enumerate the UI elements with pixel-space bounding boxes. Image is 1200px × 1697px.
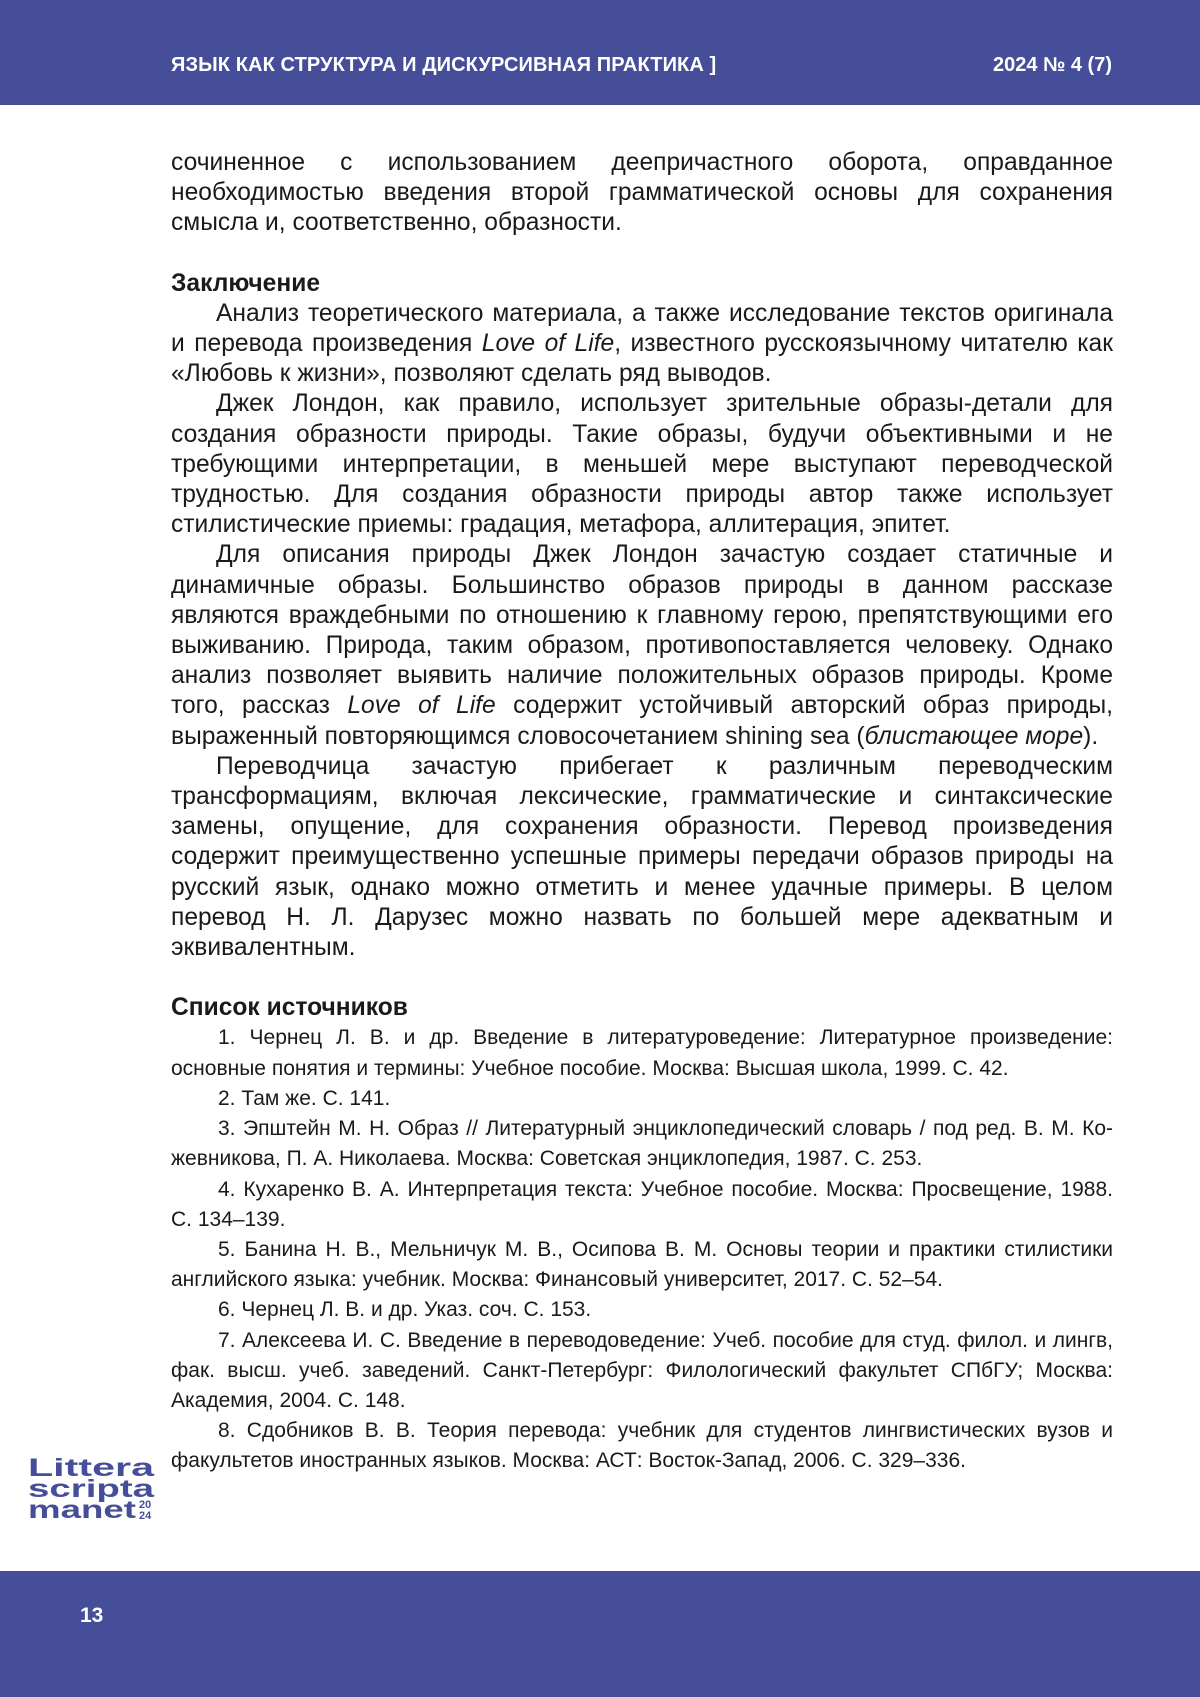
references-heading: Список источников (171, 994, 408, 1022)
reference-item: 1. Чернец Л. В. и др. Введение в литературоведение: Литературное произведение: основные понятия и термины: Учебное пособие. Москва: Высшая школа, 1999. С. 42. (171, 1026, 1113, 1080)
running-header (0, 0, 1200, 105)
journal-section-title: ЯЗЫК КАК СТРУКТУРА И ДИСКУРСИВНАЯ ПРАКТИКА ] (171, 54, 717, 76)
conclusion-paragraph-4: Переводчица зачастую прибегает к различным переводческим трансформациям, включая лексические, грамматические и синтаксические замены, опущение, для сохранения образности. Перевод произведения содержит преимущественно успешные примеры передачи образов природы на русский язык, однако можно отметить и менее удачные примеры. В целом перевод Н. Л. Дарузес можно назвать по большей мере адекватным и эквивалентным. (171, 752, 1113, 962)
logo-year-bottom: 24 (139, 1510, 152, 1520)
reference-item: 8. Сдобников В. В. Теория перевода: учебник для студентов лингвистических вузов и факультетов иностранных языков. Москва: АСТ: Восток-Запад, 2006. С. 329–336. (171, 1419, 1113, 1473)
references-list (171, 1023, 1113, 1476)
article-body (171, 148, 1113, 1477)
reference-item: 4. Кухаренко В. А. Интерпретация текста: Учебное пособие. Москва: Просвещение, 1988. С. 134–139. (171, 1177, 1113, 1231)
page-number: 13 (80, 1604, 104, 1627)
reference-item: 7. Алексеева И. С. Введение в переводоведение: Учеб. пособие для студ. филол. и лингв, фак. высш. учеб. заведений. Санкт-Петербург: Филологический факультет СПбГУ; Москва: Академия, 2004. С. 148. (171, 1328, 1113, 1412)
reference-item: 5. Банина Н. В., Мельничук М. В., Осипова В. М. Основы теории и практики стилистики английского языка: учебник. Москва: Финансовый университет, 2017. С. 52–54. (171, 1237, 1113, 1292)
reference-item: 2. Там же. С. 141. (218, 1086, 391, 1110)
reference-item: 3. Эпштейн М. Н. Образ // Литературный энциклопедический словарь / под ред. В. М. Ко-жевникова, П. А. Николаева. Москва: Советская энциклопедия, 1987. С. 253. (171, 1117, 1113, 1171)
page-footer (0, 1571, 1200, 1697)
issue-number: 2024 № 4 (7) (992, 54, 1112, 76)
logo-line-1: Littera (28, 1456, 156, 1482)
journal-logo (28, 1456, 158, 1520)
conclusion-heading: Заключение (171, 269, 320, 297)
conclusion-paragraph-2: Джек Лондон, как правило, использует зрительные образы-детали для создания образности природы. Такие образы, будучи объективными и не требующими интерпретации, в меньшей мере выступают переводческой трудностью. Для создания образности природы автор также использует стилистические приемы: градация, метафора, аллитерация, эпитет. (171, 390, 1113, 539)
conclusion-paragraph-3: Для описания природы Джек Лондон зачастую создает статичные и динамичные образы. Большинство образов природы в данном рассказе являются враждебными по отношению к главному герою, препятствующими его выживанию. Природа, таким образом, противопоставляется человеку. Однако анализ позволяет выявить наличие положительных образов природы. Кроме того, рассказ Love of Life содержит устойчивый авторский образ природы, выраженный повторяющимся словосочетанием shining sea (блистающее море). (171, 541, 1113, 750)
reference-item: 6. Чернец Л. В. и др. Указ. соч. С. 153. (218, 1298, 592, 1322)
logo-line-3: manet (28, 1496, 137, 1520)
intro-paragraph: сочиненное с использованием деепричастного оборота, оправданное необходимостью введения второй грамматической основы для сохранения смысла и, соответственно, образности. (171, 149, 1113, 237)
logo-line-2: scripta (28, 1475, 156, 1503)
conclusion-paragraph-1: Анализ теоретического материала, а также исследование текстов оригинала и перевода произведения Love of Life, известного русскоязычному читателю как «Любовь к жизни», позволяют сделать ряд выводов. (171, 299, 1113, 388)
logo-year-top: 20 (139, 1499, 152, 1511)
